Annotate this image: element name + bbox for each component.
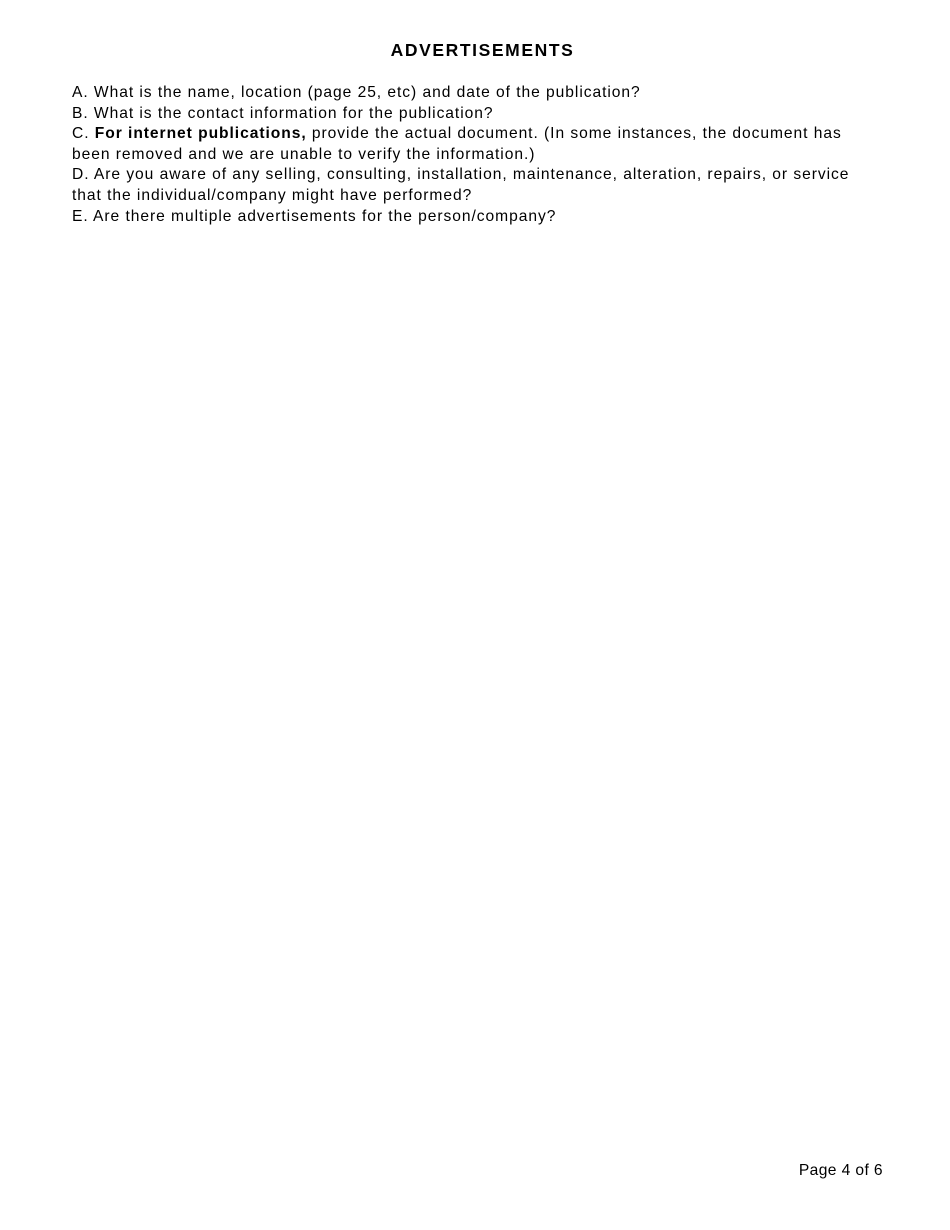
question-list: [72, 83, 872, 227]
question-e: E. Are there multiple advertisements for the person/company?: [72, 207, 557, 225]
page-title: ADVERTISEMENTS: [390, 40, 575, 60]
question-a: A. What is the name, location (page 25, etc) and date of the publication?: [72, 84, 641, 101]
question-d: D. Are you aware of any selling, consulting, installation, maintenance, alteration, repairs, or service that the individual/company might have performed?: [72, 166, 850, 204]
question-b: B. What is the contact information for the publication?: [72, 104, 494, 122]
question-c-prefix: C.: [72, 125, 95, 143]
question-c-emphasis: For internet publications,: [94, 125, 307, 143]
question-c-text: provide the actual document. (In some instances, the document has been removed and we are unable to verify the information.): [72, 125, 842, 163]
question-c: [72, 124, 872, 165]
page-number: Page 4 of 6: [798, 1162, 883, 1179]
